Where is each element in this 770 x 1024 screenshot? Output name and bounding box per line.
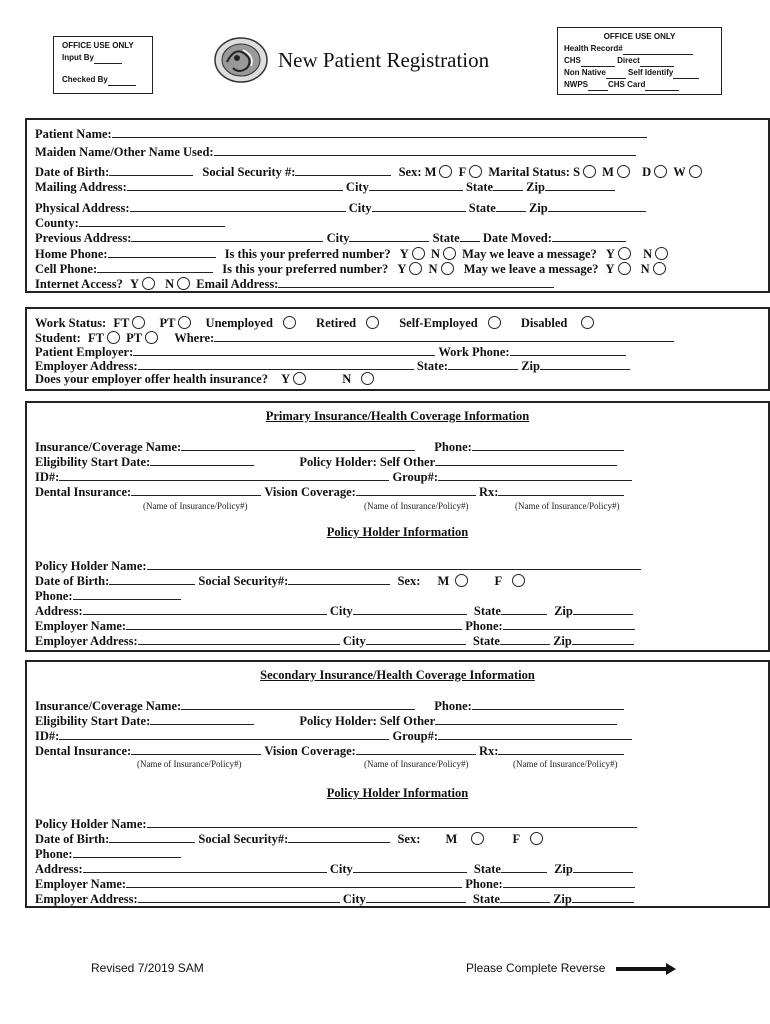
employer-zip-label: Zip <box>521 359 540 373</box>
input-by-field[interactable] <box>94 63 122 64</box>
primary-coverage-name-field[interactable] <box>181 439 415 451</box>
ssn-label: Social Security #: <box>202 165 296 179</box>
work-phone-label: Work Phone: <box>438 345 510 359</box>
primary-policy-holder-field[interactable] <box>435 454 617 466</box>
primary-emp-name-field[interactable] <box>126 618 462 630</box>
secondary-policy-holder-heading: Policy Holder Information <box>326 786 469 800</box>
physical-address-label: Physical Address: <box>35 201 130 215</box>
secondary-phone-label: Phone: <box>434 699 472 713</box>
marital-w-label: W <box>673 165 686 179</box>
primary-emp-zip-field[interactable] <box>572 633 634 645</box>
secondary-ph-m-radio[interactable] <box>471 832 484 845</box>
mailing-city-label: City <box>345 180 369 194</box>
date-moved-label: Date Moved: <box>482 231 552 245</box>
primary-emp-phone-field[interactable] <box>503 618 635 630</box>
secondary-group-field[interactable] <box>438 728 632 740</box>
primary-ph-phone-field[interactable] <box>73 588 181 600</box>
student-pt-radio[interactable] <box>145 331 158 344</box>
cell-phone-label: Cell Phone: <box>35 262 98 276</box>
direct-label: Direct <box>617 56 640 65</box>
primary-ph-m-radio[interactable] <box>455 574 468 587</box>
primary-coverage-name-label: Insurance/Coverage Name: <box>35 440 182 454</box>
organization-logo <box>213 36 269 84</box>
secondary-coverage-name-label: Insurance/Coverage Name: <box>35 699 182 713</box>
primary-eligibility-field[interactable] <box>150 454 254 466</box>
secondary-ph-address-label: Address: <box>35 862 83 876</box>
sex-f-radio[interactable] <box>469 165 482 178</box>
secondary-ph-address-field[interactable] <box>83 861 327 873</box>
secondary-ph-phone-label: Phone: <box>35 847 73 861</box>
health-record-label: Health Record# <box>564 44 623 53</box>
primary-dental-label: Dental Insurance: <box>35 485 132 499</box>
primary-emp-address-label: Employer Address: <box>35 634 138 648</box>
home-pref-y-radio[interactable] <box>412 247 425 260</box>
secondary-note-vision: (Name of Insurance/Policy#) <box>364 759 469 769</box>
primary-vision-label: Vision Coverage: <box>264 485 356 499</box>
primary-ph-state-label: State <box>473 604 501 618</box>
primary-emp-address-field[interactable] <box>138 633 340 645</box>
physical-state-label: State <box>468 201 496 215</box>
cell-phone-field[interactable] <box>97 261 213 273</box>
disabled-radio[interactable] <box>581 316 594 329</box>
arrow-right-icon <box>616 963 676 975</box>
checked-by-label: Checked By <box>62 75 108 84</box>
mailing-address-label: Mailing Address: <box>35 180 127 194</box>
email-label: Email Address: <box>196 277 279 291</box>
primary-dental-field[interactable] <box>131 484 261 496</box>
secondary-ph-state-field[interactable] <box>501 861 547 873</box>
primary-ph-address-field[interactable] <box>83 603 327 615</box>
previous-state-field[interactable] <box>460 230 480 242</box>
primary-ph-name-label: Policy Holder Name: <box>35 559 147 573</box>
primary-rx-label: Rx: <box>478 485 499 499</box>
office-use-box-right <box>557 27 722 95</box>
primary-id-field[interactable] <box>59 469 389 481</box>
cell-msg-label: May we leave a message? <box>463 262 599 276</box>
secondary-emp-city-label: City <box>342 892 366 906</box>
chs-card-label: CHS Card <box>608 80 646 89</box>
primary-emp-city-field[interactable] <box>366 633 466 645</box>
home-msg-label: May we leave a message? <box>462 247 597 261</box>
secondary-eligibility-label: Eligibility Start Date: <box>35 714 151 728</box>
secondary-emp-address-label: Employer Address: <box>35 892 138 906</box>
secondary-ph-city-label: City <box>329 862 353 876</box>
primary-emp-state-label: State <box>472 634 500 648</box>
primary-ph-f-radio[interactable] <box>512 574 525 587</box>
mailing-address-field[interactable] <box>127 179 343 191</box>
employer-state-field[interactable] <box>448 358 518 370</box>
home-msg-n-radio[interactable] <box>655 247 668 260</box>
primary-rx-field[interactable] <box>498 484 624 496</box>
student-ft-radio[interactable] <box>107 331 120 344</box>
offer-n-label: N <box>342 372 352 386</box>
home-preferred-label: Is this your preferred number? <box>224 247 391 261</box>
work-pt-radio[interactable] <box>178 316 191 329</box>
primary-emp-state-field[interactable] <box>500 633 550 645</box>
primary-ph-zip-field[interactable] <box>573 603 633 615</box>
where-field[interactable] <box>214 330 674 342</box>
county-label: County: <box>35 216 79 230</box>
secondary-policy-holder-label: Policy Holder: Self Other <box>299 714 436 728</box>
secondary-ph-sex-label: Sex: <box>397 832 421 846</box>
patient-name-field[interactable] <box>112 126 647 138</box>
employer-zip-field[interactable] <box>540 358 630 370</box>
secondary-group-label: Group#: <box>392 729 439 743</box>
date-moved-field[interactable] <box>552 230 626 242</box>
employer-address-label: Employer Address: <box>35 359 138 373</box>
primary-emp-zip-label: Zip <box>553 634 572 648</box>
primary-emp-city-label: City <box>342 634 366 648</box>
previous-address-label: Previous Address: <box>35 231 132 245</box>
maiden-name-label: Maiden Name/Other Name Used: <box>35 145 214 159</box>
secondary-note-dental: (Name of Insurance/Policy#) <box>137 759 242 769</box>
primary-note-rx: (Name of Insurance/Policy#) <box>515 501 620 511</box>
primary-ph-state-field[interactable] <box>501 603 547 615</box>
nwps-label: NWPS <box>564 80 588 89</box>
marital-m-radio[interactable] <box>617 165 630 178</box>
primary-emp-phone-label: Phone: <box>465 619 503 633</box>
physical-city-field[interactable] <box>372 200 466 212</box>
secondary-ph-f-radio[interactable] <box>530 832 543 845</box>
primary-emp-name-label: Employer Name: <box>35 619 127 633</box>
secondary-ph-name-label: Policy Holder Name: <box>35 817 147 831</box>
sex-f-label: F <box>458 165 467 179</box>
secondary-note-rx: (Name of Insurance/Policy#) <box>513 759 618 769</box>
secondary-id-label: ID#: <box>35 729 60 743</box>
secondary-dental-field[interactable] <box>131 743 261 755</box>
work-phone-field[interactable] <box>510 344 626 356</box>
home-pref-n-label: N <box>430 247 440 261</box>
offer-y-radio[interactable] <box>293 372 306 385</box>
secondary-insurance-section <box>25 660 770 908</box>
secondary-ph-city-field[interactable] <box>353 861 467 873</box>
sex-m-label: M <box>424 165 437 179</box>
primary-phone-field[interactable] <box>472 439 624 451</box>
primary-policy-holder-label: Policy Holder: Self Other <box>299 455 436 469</box>
previous-state-label: State <box>432 231 460 245</box>
home-pref-y-label: Y <box>399 247 409 261</box>
chs-label: CHS <box>564 56 581 65</box>
home-msg-n-label: N <box>643 247 653 261</box>
dob-field[interactable] <box>109 164 193 176</box>
employer-state-label: State: <box>416 359 449 373</box>
nwps-field[interactable] <box>588 90 608 91</box>
where-label: Where: <box>174 331 215 345</box>
cell-msg-y-radio[interactable] <box>618 262 631 275</box>
primary-ph-zip-label: Zip <box>554 604 573 618</box>
ssn-field[interactable] <box>295 164 391 176</box>
patient-info-section <box>25 118 770 293</box>
secondary-ph-ssn-field[interactable] <box>288 831 390 843</box>
secondary-ph-f-label: F <box>512 832 521 846</box>
primary-phone-label: Phone: <box>434 440 472 454</box>
primary-insurance-heading: Primary Insurance/Health Coverage Information <box>265 409 530 423</box>
primary-group-label: Group#: <box>392 470 439 484</box>
physical-state-field[interactable] <box>496 200 526 212</box>
work-pt-label: PT <box>159 316 176 330</box>
marital-w-radio[interactable] <box>689 165 702 178</box>
office-use-title: OFFICE USE ONLY <box>62 41 134 50</box>
internet-n-radio[interactable] <box>177 277 190 290</box>
primary-ph-m-label: M <box>437 574 450 588</box>
secondary-emp-name-label: Employer Name: <box>35 877 127 891</box>
sex-m-radio[interactable] <box>439 165 452 178</box>
marital-d-label: D <box>642 165 652 179</box>
marital-status-label: Marital Status: <box>488 165 570 179</box>
patient-name-label: Patient Name: <box>35 127 112 141</box>
internet-y-radio[interactable] <box>142 277 155 290</box>
student-pt-label: PT <box>126 331 143 345</box>
input-by-label: Input By <box>62 53 94 62</box>
county-field[interactable] <box>79 215 225 227</box>
mailing-state-label: State <box>465 180 494 194</box>
retired-radio[interactable] <box>366 316 379 329</box>
home-pref-n-radio[interactable] <box>443 247 456 260</box>
primary-insurance-section <box>25 401 770 652</box>
secondary-emp-state-field[interactable] <box>500 891 550 903</box>
offer-n-radio[interactable] <box>361 372 374 385</box>
primary-id-label: ID#: <box>35 470 60 484</box>
primary-ph-city-field[interactable] <box>353 603 467 615</box>
home-phone-field[interactable] <box>108 246 216 258</box>
internet-access-label: Internet Access? <box>35 277 123 291</box>
cell-pref-y-label: Y <box>397 262 407 276</box>
secondary-ph-m-label: M <box>445 832 458 846</box>
self-employed-label: Self-Employed <box>399 316 478 330</box>
secondary-rx-field[interactable] <box>498 743 624 755</box>
patient-employer-field[interactable] <box>133 344 435 356</box>
secondary-dental-label: Dental Insurance: <box>35 744 132 758</box>
cell-msg-y-label: Y <box>605 262 615 276</box>
secondary-emp-phone-field[interactable] <box>503 876 635 888</box>
chs-card-field[interactable] <box>645 90 679 91</box>
secondary-rx-label: Rx: <box>478 744 499 758</box>
secondary-vision-field[interactable] <box>356 743 476 755</box>
self-identify-label: Self Identify <box>628 68 674 77</box>
secondary-policy-holder-field[interactable] <box>435 713 617 725</box>
previous-address-field[interactable] <box>131 230 323 242</box>
unemployed-label: Unemployed <box>205 316 273 330</box>
self-employed-radio[interactable] <box>488 316 501 329</box>
marital-m-label: M <box>602 165 614 179</box>
offer-y-label: Y <box>281 372 291 386</box>
primary-ph-city-label: City <box>329 604 353 618</box>
checked-by-field[interactable] <box>108 85 136 86</box>
secondary-ph-zip-field[interactable] <box>573 861 633 873</box>
internet-y-label: Y <box>129 277 139 291</box>
primary-note-vision: (Name of Insurance/Policy#) <box>364 501 469 511</box>
sex-label: Sex: <box>398 165 422 179</box>
home-msg-y-radio[interactable] <box>618 247 631 260</box>
secondary-ph-phone-field[interactable] <box>73 846 181 858</box>
mailing-state-field[interactable] <box>493 179 523 191</box>
primary-vision-field[interactable] <box>356 484 476 496</box>
secondary-id-field[interactable] <box>59 728 389 740</box>
secondary-emp-name-field[interactable] <box>126 876 462 888</box>
cell-pref-n-radio[interactable] <box>441 262 454 275</box>
cell-pref-y-radio[interactable] <box>409 262 422 275</box>
secondary-phone-field[interactable] <box>472 698 624 710</box>
mailing-zip-field[interactable] <box>545 179 615 191</box>
secondary-emp-phone-label: Phone: <box>465 877 503 891</box>
secondary-emp-zip-label: Zip <box>553 892 572 906</box>
primary-ph-name-field[interactable] <box>147 558 641 570</box>
secondary-emp-address-field[interactable] <box>138 891 340 903</box>
home-msg-y-label: Y <box>605 247 615 261</box>
physical-zip-field[interactable] <box>548 200 646 212</box>
internet-n-label: N <box>165 277 175 291</box>
disabled-label: Disabled <box>520 316 568 330</box>
secondary-insurance-heading: Secondary Insurance/Health Coverage Information <box>260 668 535 682</box>
primary-ph-sex-label: Sex: <box>397 574 421 588</box>
primary-ph-ssn-label: Social Security#: <box>198 574 289 588</box>
physical-zip-label: Zip <box>528 201 548 215</box>
office-use-title-right: OFFICE USE ONLY <box>603 32 676 41</box>
secondary-ph-dob-field[interactable] <box>109 831 195 843</box>
offer-insurance-label: Does your employer offer health insurance? <box>35 372 268 386</box>
student-label: Student: <box>35 331 81 345</box>
revised-note: Revised 7/2019 SAM <box>91 961 204 975</box>
primary-ph-dob-field[interactable] <box>109 573 195 585</box>
secondary-emp-city-field[interactable] <box>366 891 466 903</box>
dob-label: Date of Birth: <box>35 165 110 179</box>
mailing-city-field[interactable] <box>369 179 463 191</box>
primary-ph-address-label: Address: <box>35 604 83 618</box>
primary-policy-holder-heading: Policy Holder Information <box>326 525 469 539</box>
secondary-ph-zip-label: Zip <box>554 862 573 876</box>
office-use-box-left <box>53 36 153 94</box>
physical-address-field[interactable] <box>130 200 346 212</box>
maiden-name-field[interactable] <box>214 144 636 156</box>
secondary-eligibility-field[interactable] <box>150 713 254 725</box>
unemployed-radio[interactable] <box>283 316 296 329</box>
complete-reverse-note: Please Complete Reverse <box>466 961 606 975</box>
previous-city-label: City <box>326 231 350 245</box>
page-title: New Patient Registration <box>278 48 490 72</box>
physical-city-label: City <box>348 201 372 215</box>
secondary-ph-ssn-label: Social Security#: <box>198 832 289 846</box>
primary-ph-phone-label: Phone: <box>35 589 73 603</box>
primary-note-dental: (Name of Insurance/Policy#) <box>143 501 248 511</box>
primary-eligibility-label: Eligibility Start Date: <box>35 455 151 469</box>
mailing-zip-label: Zip <box>526 180 545 194</box>
secondary-ph-state-label: State <box>473 862 501 876</box>
secondary-emp-state-label: State <box>472 892 500 906</box>
primary-ph-dob-label: Date of Birth: <box>35 574 110 588</box>
retired-label: Retired <box>316 316 357 330</box>
email-field[interactable] <box>278 276 554 288</box>
work-status-label: Work Status: <box>35 316 107 330</box>
patient-employer-label: Patient Employer: <box>35 345 134 359</box>
primary-ph-ssn-field[interactable] <box>288 573 390 585</box>
primary-group-field[interactable] <box>438 469 632 481</box>
non-native-label: Non Native <box>564 68 606 77</box>
marital-d-radio[interactable] <box>654 165 667 178</box>
primary-ph-f-label: F <box>494 574 503 588</box>
cell-preferred-label: Is this your preferred number? <box>222 262 389 276</box>
work-ft-radio[interactable] <box>132 316 145 329</box>
cell-pref-n-label: N <box>428 262 438 276</box>
marital-s-label: S <box>573 165 581 179</box>
employer-address-field[interactable] <box>138 358 414 370</box>
secondary-ph-dob-label: Date of Birth: <box>35 832 110 846</box>
marital-s-radio[interactable] <box>583 165 596 178</box>
previous-city-field[interactable] <box>349 230 429 242</box>
cell-msg-n-radio[interactable] <box>653 262 666 275</box>
cell-msg-n-label: N <box>640 262 650 276</box>
secondary-vision-label: Vision Coverage: <box>264 744 356 758</box>
secondary-emp-zip-field[interactable] <box>572 891 634 903</box>
work-section <box>25 307 770 391</box>
secondary-ph-name-field[interactable] <box>147 816 637 828</box>
student-ft-label: FT <box>87 331 104 345</box>
secondary-coverage-name-field[interactable] <box>181 698 415 710</box>
home-phone-label: Home Phone: <box>35 247 108 261</box>
work-ft-label: FT <box>113 316 130 330</box>
